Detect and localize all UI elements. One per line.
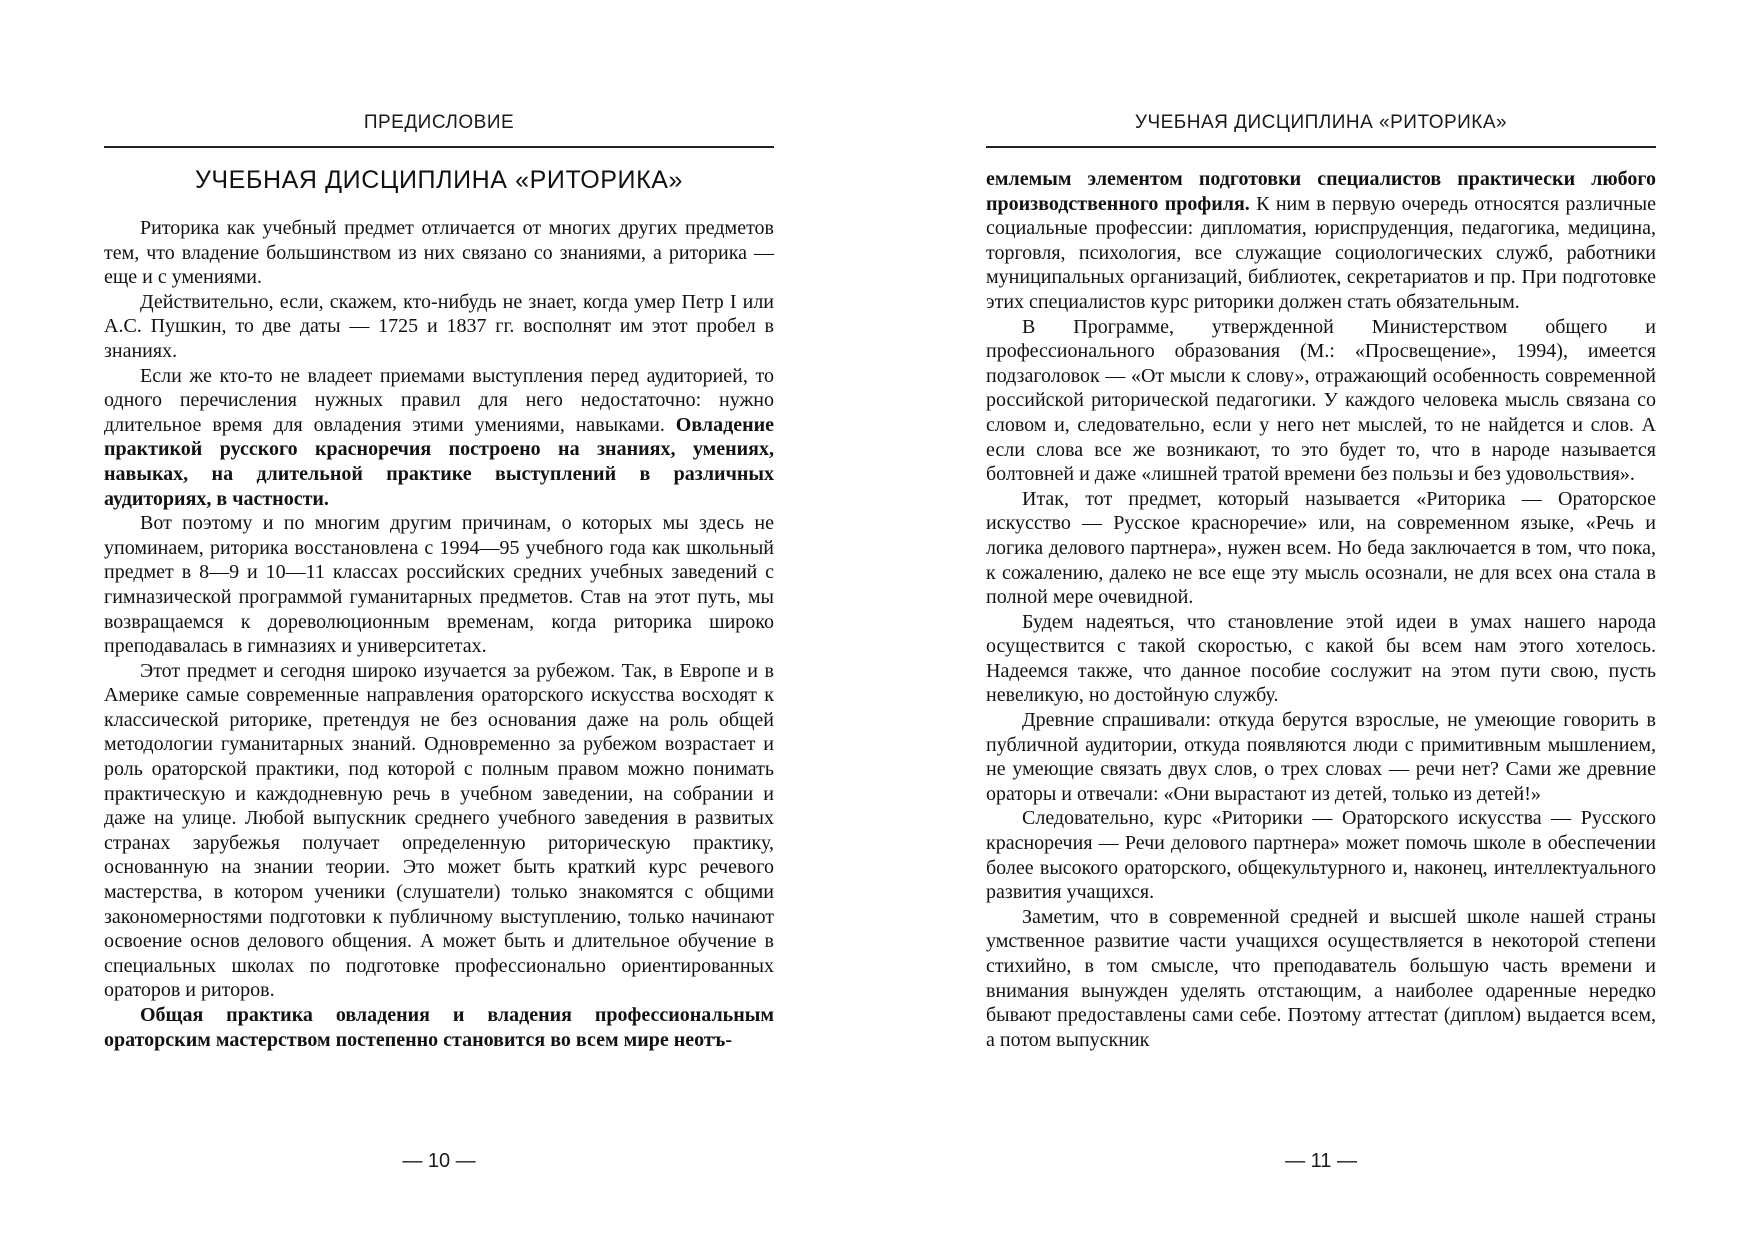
header-rule-left <box>104 146 774 148</box>
left-page <box>104 0 774 1240</box>
chapter-title: УЧЕБНАЯ ДИСЦИПЛИНА «РИТОРИКА» <box>194 166 684 194</box>
paragraph: Следовательно, курс «Риторики — Ораторского искусства — Русского красноречия — Речи делового партнера» может помочь школе в обеспечении более высокого ораторского, общекультурного и, наконец, интеллектуального развития учащихся. <box>986 807 1656 904</box>
bold-emphasis: Общая практика овладения и владения профессиональным ораторским мастерством постепенно становится во всем мире неотъ- <box>104 1004 774 1051</box>
page-number-left: — 10 — <box>402 1150 476 1172</box>
paragraph-text: Если же кто-то не владеет приемами выступления перед аудиторией, то одного перечисления нужных правил для него недостаточно: нужно длительное время для овладения этими умениями, навыками. <box>104 364 774 436</box>
paragraph: Этот предмет и сегодня широко изучается за рубежом. Так, в Европе и в Америке самые современные направления ораторского искусства восходят к классической риторике, претендуя не без основания даже на роль общей методологии гуманитарных знаний. Одновременно за рубежом возрастает и роль ораторской практики, под которой с полным правом можно понимать практическую и каждодневную речь в учебном заведении, на собрании и даже на улице. Любой выпускник среднего учебного заведения в развитых странах зарубежья получает определенную риторическую практику, основанную на знании теории. Это может быть краткий курс речевого мастерства, в котором ученики (слушатели) только знакомятся с общими закономерностями подготовки к публичному выступлению, только начинают освоение основ делового общения. А может быть и длительное обучение в специальных школах по подготовке профессионально ориентированных ораторов и риторов. <box>104 659 774 1002</box>
paragraph: Будем надеяться, что становление этой идеи в умах нашего народа осуществится с такой скоростью, с какой бы всем нам этого хотелось. Надеемся также, что данное пособие сослужит на этом пути свою, пусть невеликую, но достойную службу. <box>986 610 1656 707</box>
paragraph: Вот поэтому и по многим другим причинам, о которых мы здесь не упоминаем, риторика восстановлена с 1994—95 учебного года как школьный предмет в 8—9 и 10—11 классах российских средних учебных заведений с гимназической программой гуманитарных предметов. Став на этот путь, мы возвращаемся к дореволюционным временам, когда риторика широко преподавалась в гимназиях и университетах. <box>104 512 774 658</box>
header-rule-right <box>986 146 1656 148</box>
page-number-right: — 11 — <box>1285 1150 1357 1172</box>
paragraph: Риторика как учебный предмет отличается от многих других предметов тем, что владение большинством из них связано со знаниями, а риторика — еще и с умениями. <box>104 217 774 289</box>
bold-emphasis: емлемым элементом подготовки специалистов практически любого производственного профиля. <box>986 168 1656 215</box>
paragraph-text: К ним в первую очередь относятся различные социальные профессии: дипломатия, юриспруденция, педагогика, медицина, торговля, психология, все служащие социологических служб, работники муниципальных организаций, библиотек, секретариатов и пр. При подготовке этих специалистов курс риторики должен стать обязательным. <box>986 192 1656 313</box>
paragraph: В Программе, утвержденной Министерством общего и профессионального образования (М.: «Просвещение», 1994), имеется подзаголовок — «От мысли к слову», отражающий особенность современной российской риторической педагогики. У каждого человека мысль связана со словом и, следовательно, если у него нет мыслей, то не найдется и слов. А если слова все же возникают, то это будет то, что в народе называется болтовней и даже «лишней тратой времени без пользы и без удовольствия». <box>986 315 1656 486</box>
paragraph: Итак, тот предмет, который называется «Риторика — Ораторское искусство — Русское красноречие» или, на современном языке, «Речь и логика делового партнера», нужен всем. Но беда заключается в том, что пока, к сожалению, далеко не все еще эту мысль осознали, не для всех она стала в полной мере очевидной. <box>986 487 1656 609</box>
paragraph <box>104 364 774 512</box>
paragraph: Действительно, если, скажем, кто-нибудь не знает, когда умер Петр I или А.С. Пушкин, то две даты — 1725 и 1837 гг. восполнят им этот пробел в знаниях. <box>104 290 774 362</box>
body-text-right <box>986 167 1656 1052</box>
running-head-left: ПРЕДИСЛОВИЕ <box>363 112 515 133</box>
paragraph: Заметим, что в современной средней и высшей школе нашей страны умственное развитие части учащихся осуществляется в некоторой степени стихийно, в том смысле, что преподаватель большую часть времени и внимания вынужден уделять отстающим, а наиболее одаренные нередко бывают предоставлены сами себе. Поэтому аттестат (диплом) выдается всем, а потом выпускник <box>986 905 1656 1051</box>
right-page <box>986 0 1656 1240</box>
paragraph <box>986 167 1656 315</box>
body-text-left <box>104 216 774 1052</box>
paragraph <box>104 1003 774 1052</box>
paragraph: Древние спрашивали: откуда берутся взрослые, не умеющие говорить в публичной аудитории, откуда появляются люди с примитивным мышлением, не умеющие связать двух слов, о трех словах — речи нет? Сами же древние ораторы и отвечали: «Они вырастают из детей, только из детей!» <box>986 709 1656 805</box>
running-head-right: УЧЕБНАЯ ДИСЦИПЛИНА «РИТОРИКА» <box>1134 112 1508 133</box>
bold-emphasis: Овладение практикой русского красноречия построено на знаниях, умениях, навыках, на длительной практике выступлений в различных аудиториях, в частности. <box>104 413 774 510</box>
